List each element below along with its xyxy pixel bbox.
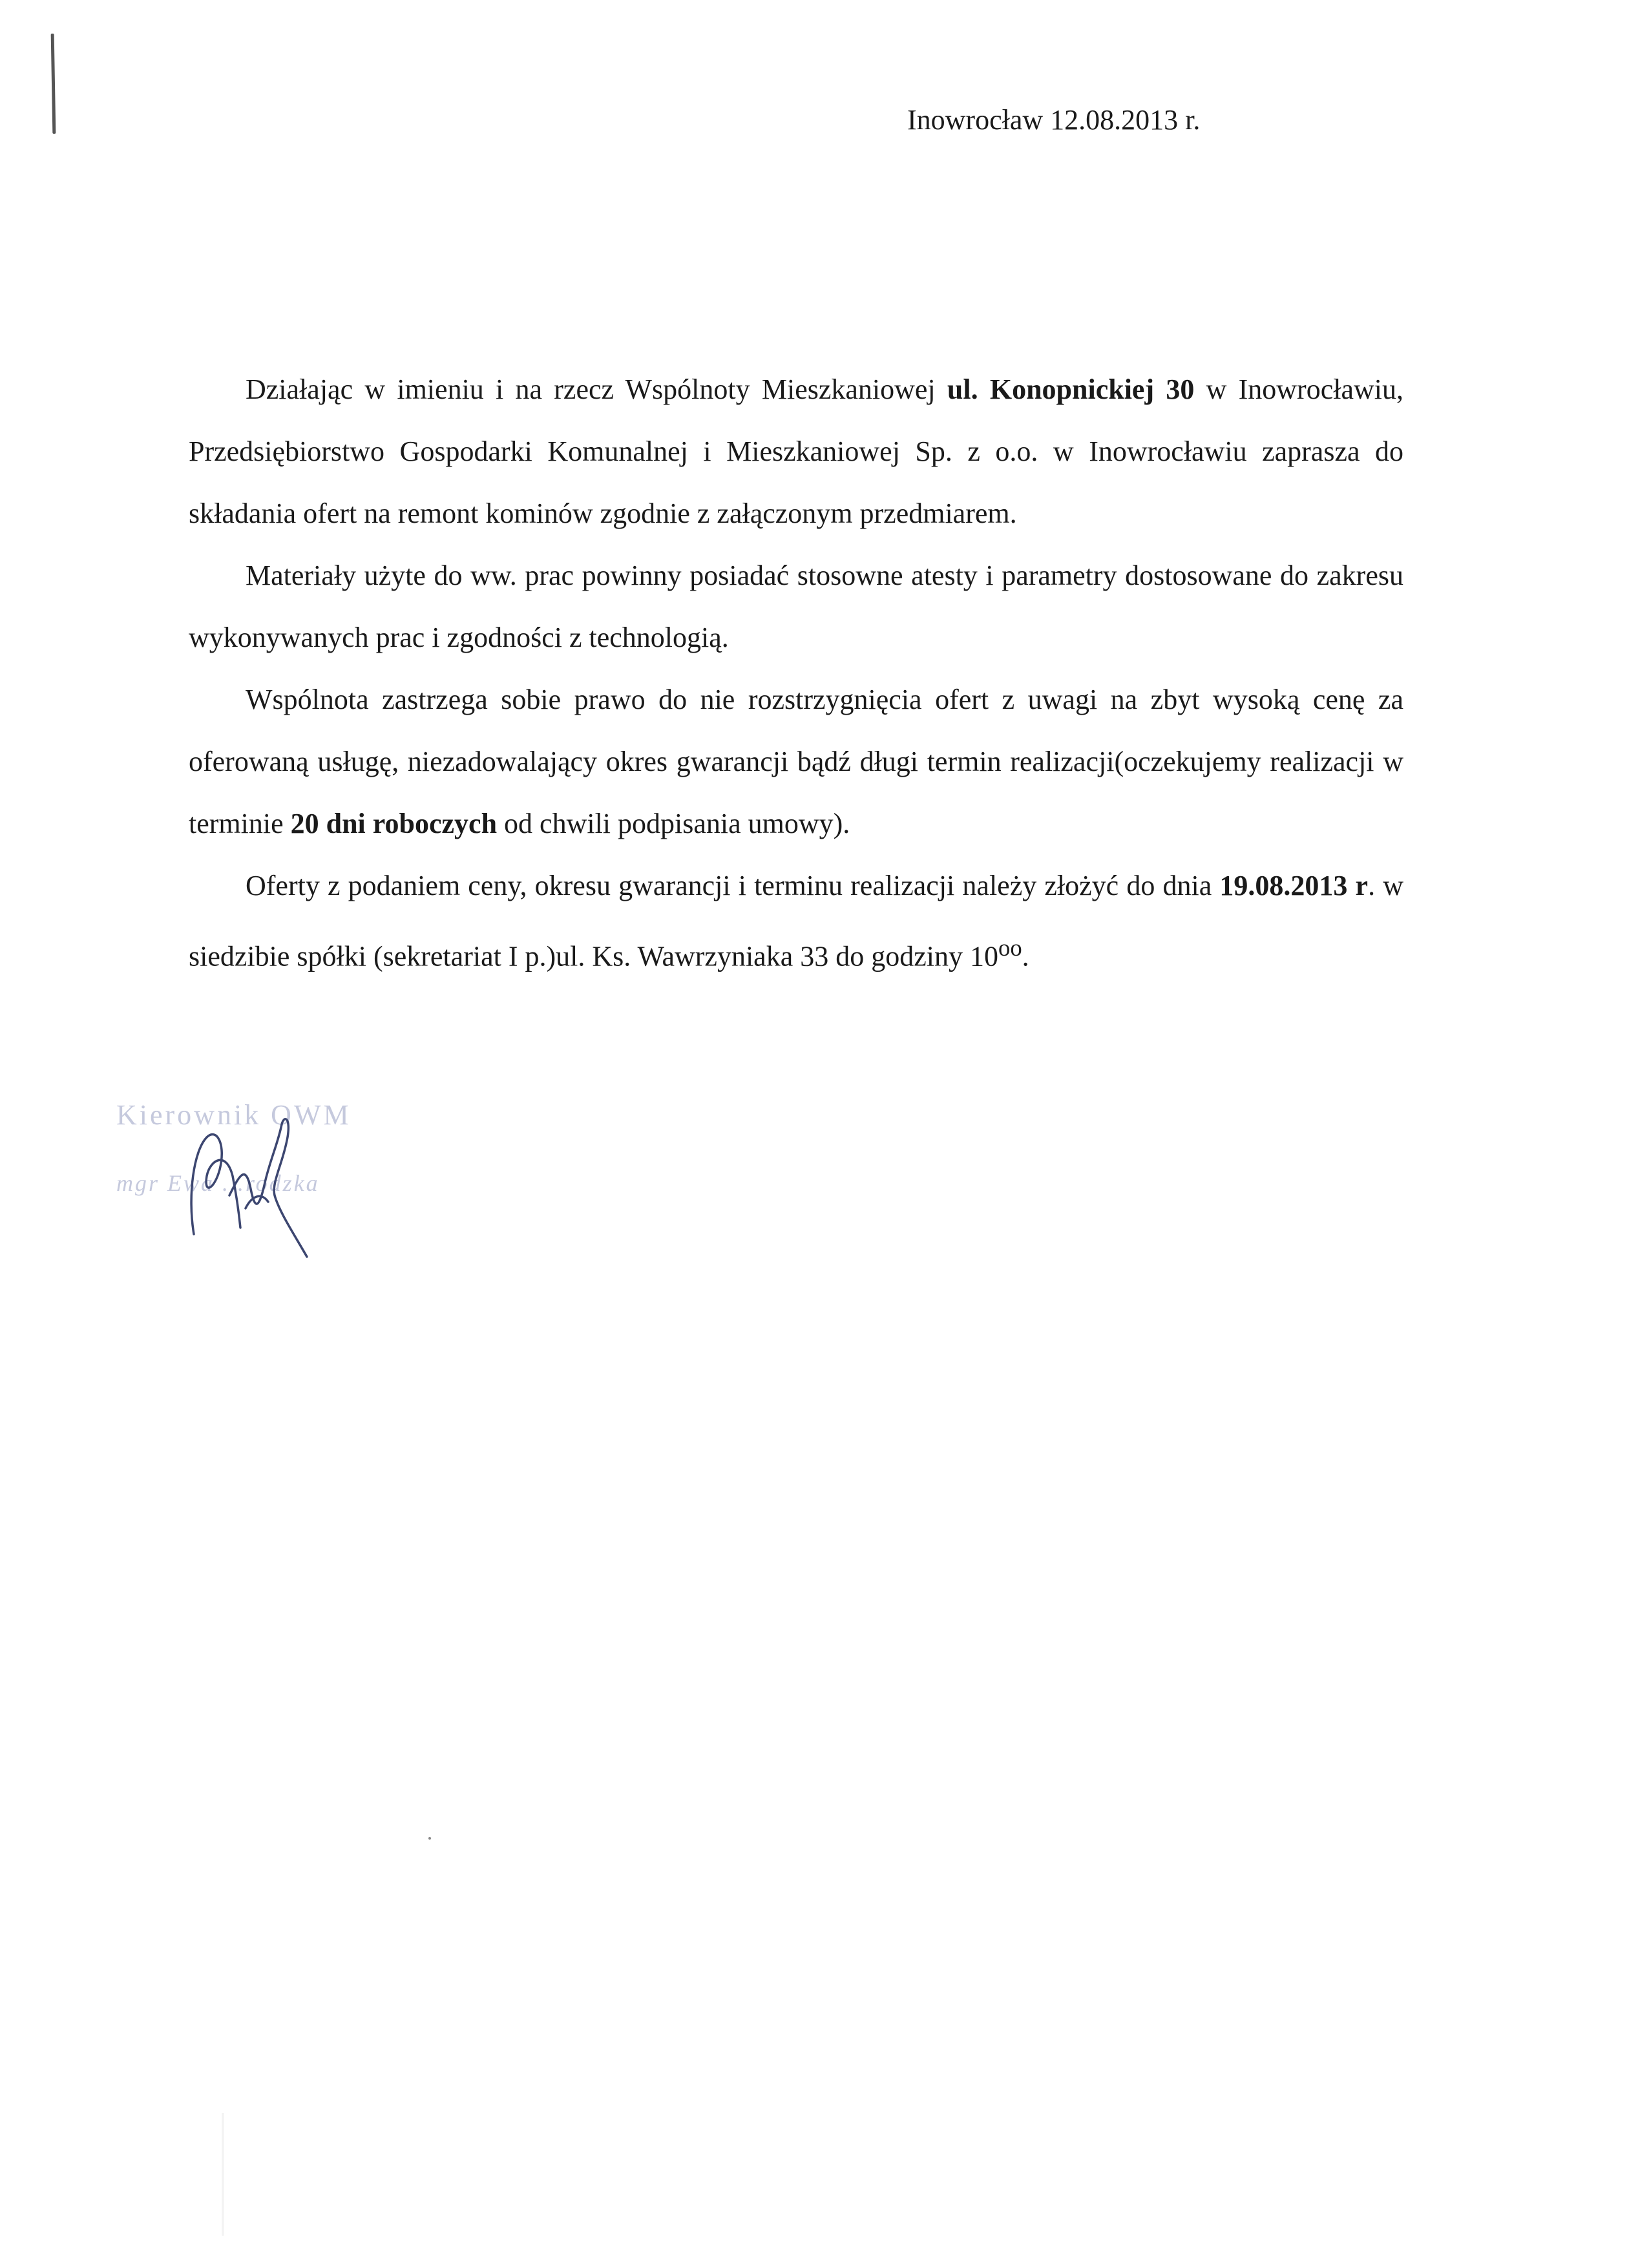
deadline-days-bold: 20 dni roboczych [290,808,498,839]
paragraph-text: . w siedzibie spółki (sekretariat I p.)ul. Ks. Wawrzyniaka 33 do godziny 10 [189,870,1404,972]
paragraph-text: w Inowrocławiu, Przedsiębiorstwo Gospodarki Komunalnej i Mieszkaniowej Sp. z o.o. w Inowrocławiu zaprasza do składania ofert na remont kominów zgodnie z załączonym przedmiarem. [189,373,1403,529]
paragraph-materials [189,545,1403,669]
paragraph-text: . [1022,940,1029,972]
scan-artifact-mark [51,34,56,134]
paragraph-text: Materiały użyte do ww. prac powinny posiadać stosowne atesty i parametry dostosowane do zakresu wykonywanych prac i zgodności z technologią. [189,560,1403,653]
stamp-title: Kierownik OWM [116,1099,352,1131]
deadline-date-bold: 19.08.2013 r [1219,870,1369,901]
handwritten-signature [168,1098,336,1266]
paragraph-text: od chwili podpisania umowy). [497,808,850,839]
date-line: Inowrocław 12.08.2013 r. [907,104,1201,136]
address-bold: ul. Konopnickiej 30 [947,373,1195,405]
letter-body [189,359,1403,988]
hour-superscript: oo [998,934,1022,961]
paragraph-offers [189,855,1403,988]
paragraph-text: Oferty z podaniem ceny, okresu gwarancji i terminu realizacji należy złożyć do dnia [246,870,1220,901]
paragraph-reservation [189,669,1403,855]
paragraph-invitation [189,359,1403,545]
paragraph-text: Wspólnota zastrzega sobie prawo do nie rozstrzygnięcia ofert z uwagi na zbyt wysoką cenę za oferowaną usługę, niezadowalający okres gwarancji bądź długi termin realizacji(oczekujemy realizacji w terminie [189,684,1403,839]
stamp-name: mgr Ewa ...rodzka [116,1170,320,1196]
paragraph-text: Działając w imieniu i na rzecz Wspólnoty Mieszkaniowej [246,373,947,405]
speck [428,1837,431,1840]
